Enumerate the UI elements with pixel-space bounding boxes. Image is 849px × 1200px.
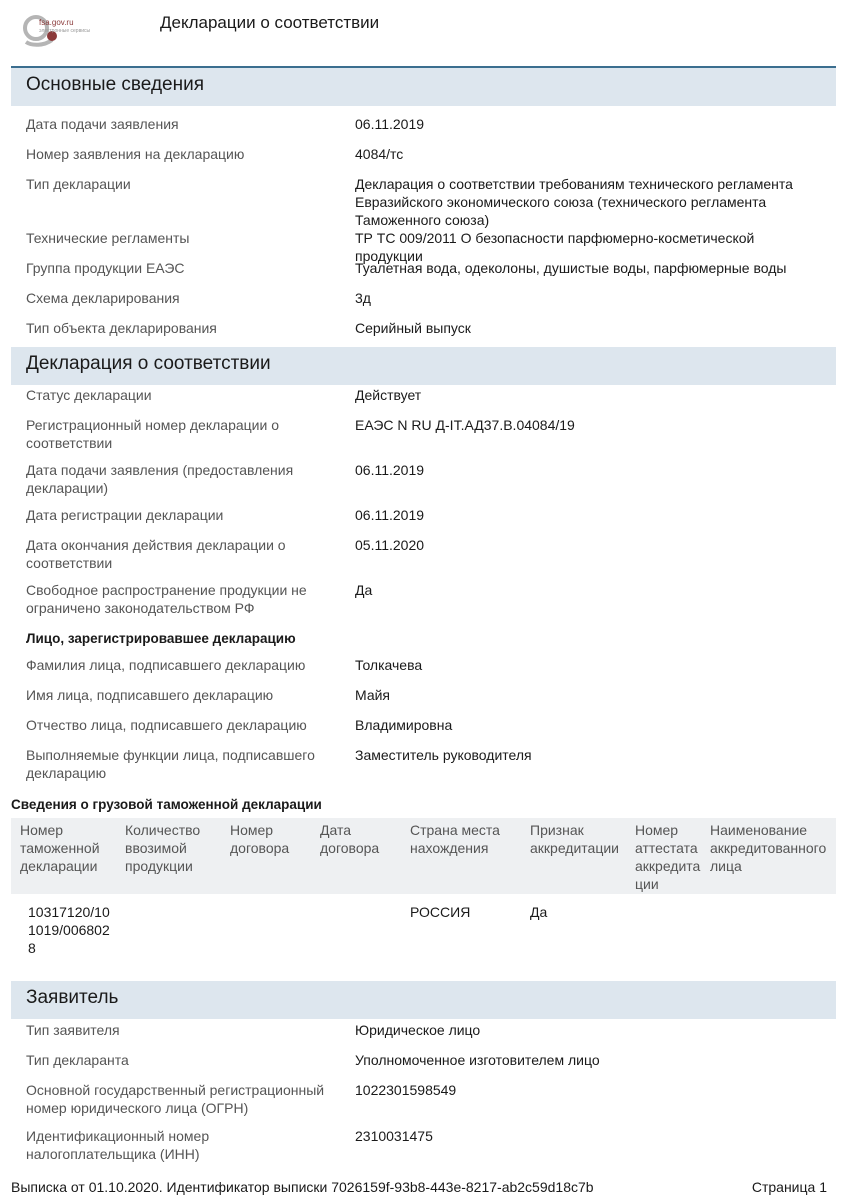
field-value: 2310031475	[355, 1128, 433, 1144]
field-value: Действует	[355, 387, 422, 403]
field-label: Статус декларации	[26, 387, 152, 403]
table-header-cell: Дата договора	[320, 822, 380, 856]
field-label: Тип декларанта	[26, 1052, 129, 1068]
table-header-cell: Номер таможенной декларации	[20, 822, 100, 874]
field-label: Выполняемые функции лица, подписавшего декларацию	[26, 747, 315, 781]
cargo-declaration-title: Сведения о грузовой таможенной декларации	[11, 797, 322, 812]
field-label: Тип заявителя	[26, 1022, 120, 1038]
table-header-cell: Номер аттестата аккредита ции	[635, 822, 701, 892]
field-label: Идентификационный номер налогоплательщика (ИНН)	[26, 1128, 210, 1162]
field-label: Отчество лица, подписавшего декларацию	[26, 717, 307, 733]
field-label: Дата регистрации декларации	[26, 507, 224, 523]
field-label: Схема декларирования	[26, 290, 180, 306]
field-label: Тип объекта декларирования	[26, 320, 217, 336]
field-label: Свободное распространение продукции не ограничено законодательством РФ	[26, 582, 307, 616]
table-cell: Да	[530, 904, 548, 920]
section-applicant-title: Заявитель	[11, 981, 836, 1019]
field-value: Туалетная вода, одеколоны, душистые воды, парфюмерные воды	[355, 260, 787, 276]
field-value: 05.11.2020	[355, 537, 425, 553]
field-label: Фамилия лица, подписавшего декларацию	[26, 657, 306, 673]
table-cell: 10317120/101019/0068028	[28, 904, 110, 956]
page-header	[0, 0, 849, 66]
field-value: 06.11.2019	[355, 507, 425, 523]
field-value: ТР ТС 009/2011 О безопасности парфюмерно-косметической продукции	[355, 230, 755, 264]
field-label: Группа продукции ЕАЭС	[26, 260, 185, 276]
footer-extract-info: Выписка от 01.10.2020. Идентификатор выписки 7026159f-93b8-443e-8217-ab2c59d18c7b	[11, 1179, 594, 1195]
document-title: Декларации о соответствии	[160, 13, 380, 32]
field-value: ЕАЭС N RU Д-IT.АД37.В.04084/19	[355, 417, 575, 433]
field-value: Владимировна	[355, 717, 453, 733]
field-label: Тип декларации	[26, 176, 131, 192]
section-basic-title: Основные сведения	[11, 68, 836, 106]
table-header-cell: Наименование аккредитованного лица	[710, 822, 827, 874]
logo-subtext: электронные сервисы	[39, 28, 91, 34]
table-header-cell: Признак аккредитации	[530, 822, 619, 856]
field-label: Основной государственный регистрационный номер юридического лица (ОГРН)	[26, 1082, 325, 1116]
field-value: Серийный выпуск	[355, 320, 471, 336]
field-value: 3д	[355, 290, 371, 306]
section-declaration-title: Декларация о соответствии	[11, 347, 836, 385]
field-value: 4084/тс	[355, 146, 404, 162]
field-value: 06.11.2019	[355, 116, 425, 132]
field-value: 06.11.2019	[355, 462, 425, 478]
field-label: Номер заявления на декларацию	[26, 146, 245, 162]
field-label: Технические регламенты	[26, 230, 190, 246]
logo-text: fsa.gov.ru	[39, 18, 74, 27]
table-header-cell: Номер договора	[230, 822, 290, 856]
table-cell: РОССИЯ	[410, 904, 471, 920]
table-header-cell: Количество ввозимой продукции	[125, 822, 201, 874]
field-value: Да	[355, 582, 373, 598]
field-label: Дата подачи заявления (предоставления декларации)	[26, 462, 294, 496]
page-number: Страница 1	[751, 1179, 827, 1195]
field-label: Регистрационный номер декларации о соответствии	[26, 417, 279, 451]
field-value: Толкачева	[355, 657, 423, 673]
field-value: Уполномоченное изготовителем лицо	[355, 1052, 600, 1068]
field-label: Дата подачи заявления	[26, 116, 179, 132]
field-value: 1022301598549	[355, 1082, 457, 1098]
field-value: Декларация о соответствии требованиям технического регламента Евразийского экономического союза (технического регламента Таможенного союза)	[355, 176, 793, 228]
field-label: Имя лица, подписавшего декларацию	[26, 687, 274, 703]
field-value: Заместитель руководителя	[355, 747, 532, 763]
field-label: Дата окончания действия декларации о соответствии	[26, 537, 286, 571]
field-value: Юридическое лицо	[355, 1022, 481, 1038]
field-value: Майя	[355, 687, 391, 703]
table-header-cell: Страна места нахождения	[410, 822, 500, 856]
person-subheading: Лицо, зарегистрировавшее декларацию	[26, 631, 296, 646]
